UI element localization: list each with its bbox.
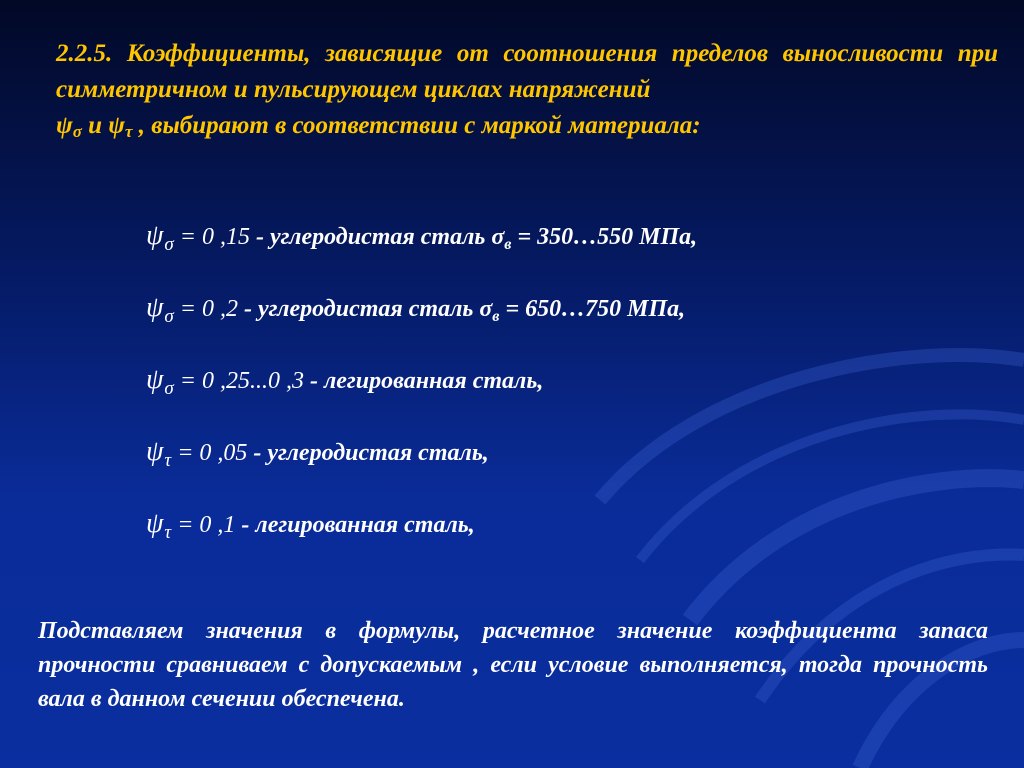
tau-subscript: τ	[124, 122, 133, 141]
psi-symbol: ψ	[56, 112, 73, 139]
psi-symbol: ψ	[146, 220, 164, 251]
formula-value: = 0 ,1	[171, 512, 242, 538]
formula-row	[146, 364, 846, 436]
psi-symbol: ψ	[146, 436, 164, 467]
psi-symbol: ψ	[108, 112, 125, 139]
formula-row	[146, 292, 846, 364]
formula-range: = 350…550 МПа,	[511, 224, 698, 250]
psi-symbol: ψ	[146, 364, 164, 395]
formula-subscript: τ	[164, 522, 172, 543]
strength-subscript: в	[492, 308, 500, 325]
heading-text: 2.2.5. Коэффициенты, зависящие от соотношения пределов выносливости при симметричном и пульсирующем циклах напряжений	[56, 40, 998, 103]
formula-description: - легированная сталь,	[309, 368, 544, 394]
formula-row	[146, 436, 846, 508]
formula-description: - углеродистая сталь σ	[255, 224, 505, 250]
heading-and: и	[81, 112, 109, 139]
formula-subscript: σ	[164, 378, 174, 399]
formula-value: = 0 ,25...0 ,3	[173, 368, 310, 394]
formula-subscript: τ	[164, 450, 172, 471]
formula-row	[146, 508, 846, 580]
formula-range: = 650…750 МПа,	[499, 296, 686, 322]
section-heading	[56, 36, 998, 150]
formula-description: - легированная сталь,	[241, 512, 475, 538]
formula-description: - углеродистая сталь σ	[243, 296, 493, 322]
sigma-subscript: σ	[72, 122, 82, 141]
formula-subscript: σ	[164, 234, 174, 255]
formula-value: = 0 ,2	[173, 296, 244, 322]
formula-list	[146, 220, 846, 580]
formula-description: - углеродистая сталь,	[253, 440, 489, 466]
formula-row	[146, 220, 846, 292]
formula-subscript: σ	[164, 306, 174, 327]
conclusion-paragraph: Подставляем значения в формулы, расчетное значение коэффициента запаса прочности сравниваем с допускаемым , если условие выполняется, тогда прочность вала в данном сечении обеспечена.	[38, 618, 988, 712]
psi-symbol: ψ	[146, 292, 164, 323]
formula-value: = 0 ,05	[171, 440, 254, 466]
psi-symbol: ψ	[146, 508, 164, 539]
heading-tail: , выбирают в соответствии с маркой материала:	[132, 112, 701, 139]
strength-subscript: в	[504, 236, 512, 253]
formula-value: = 0 ,15	[173, 224, 256, 250]
